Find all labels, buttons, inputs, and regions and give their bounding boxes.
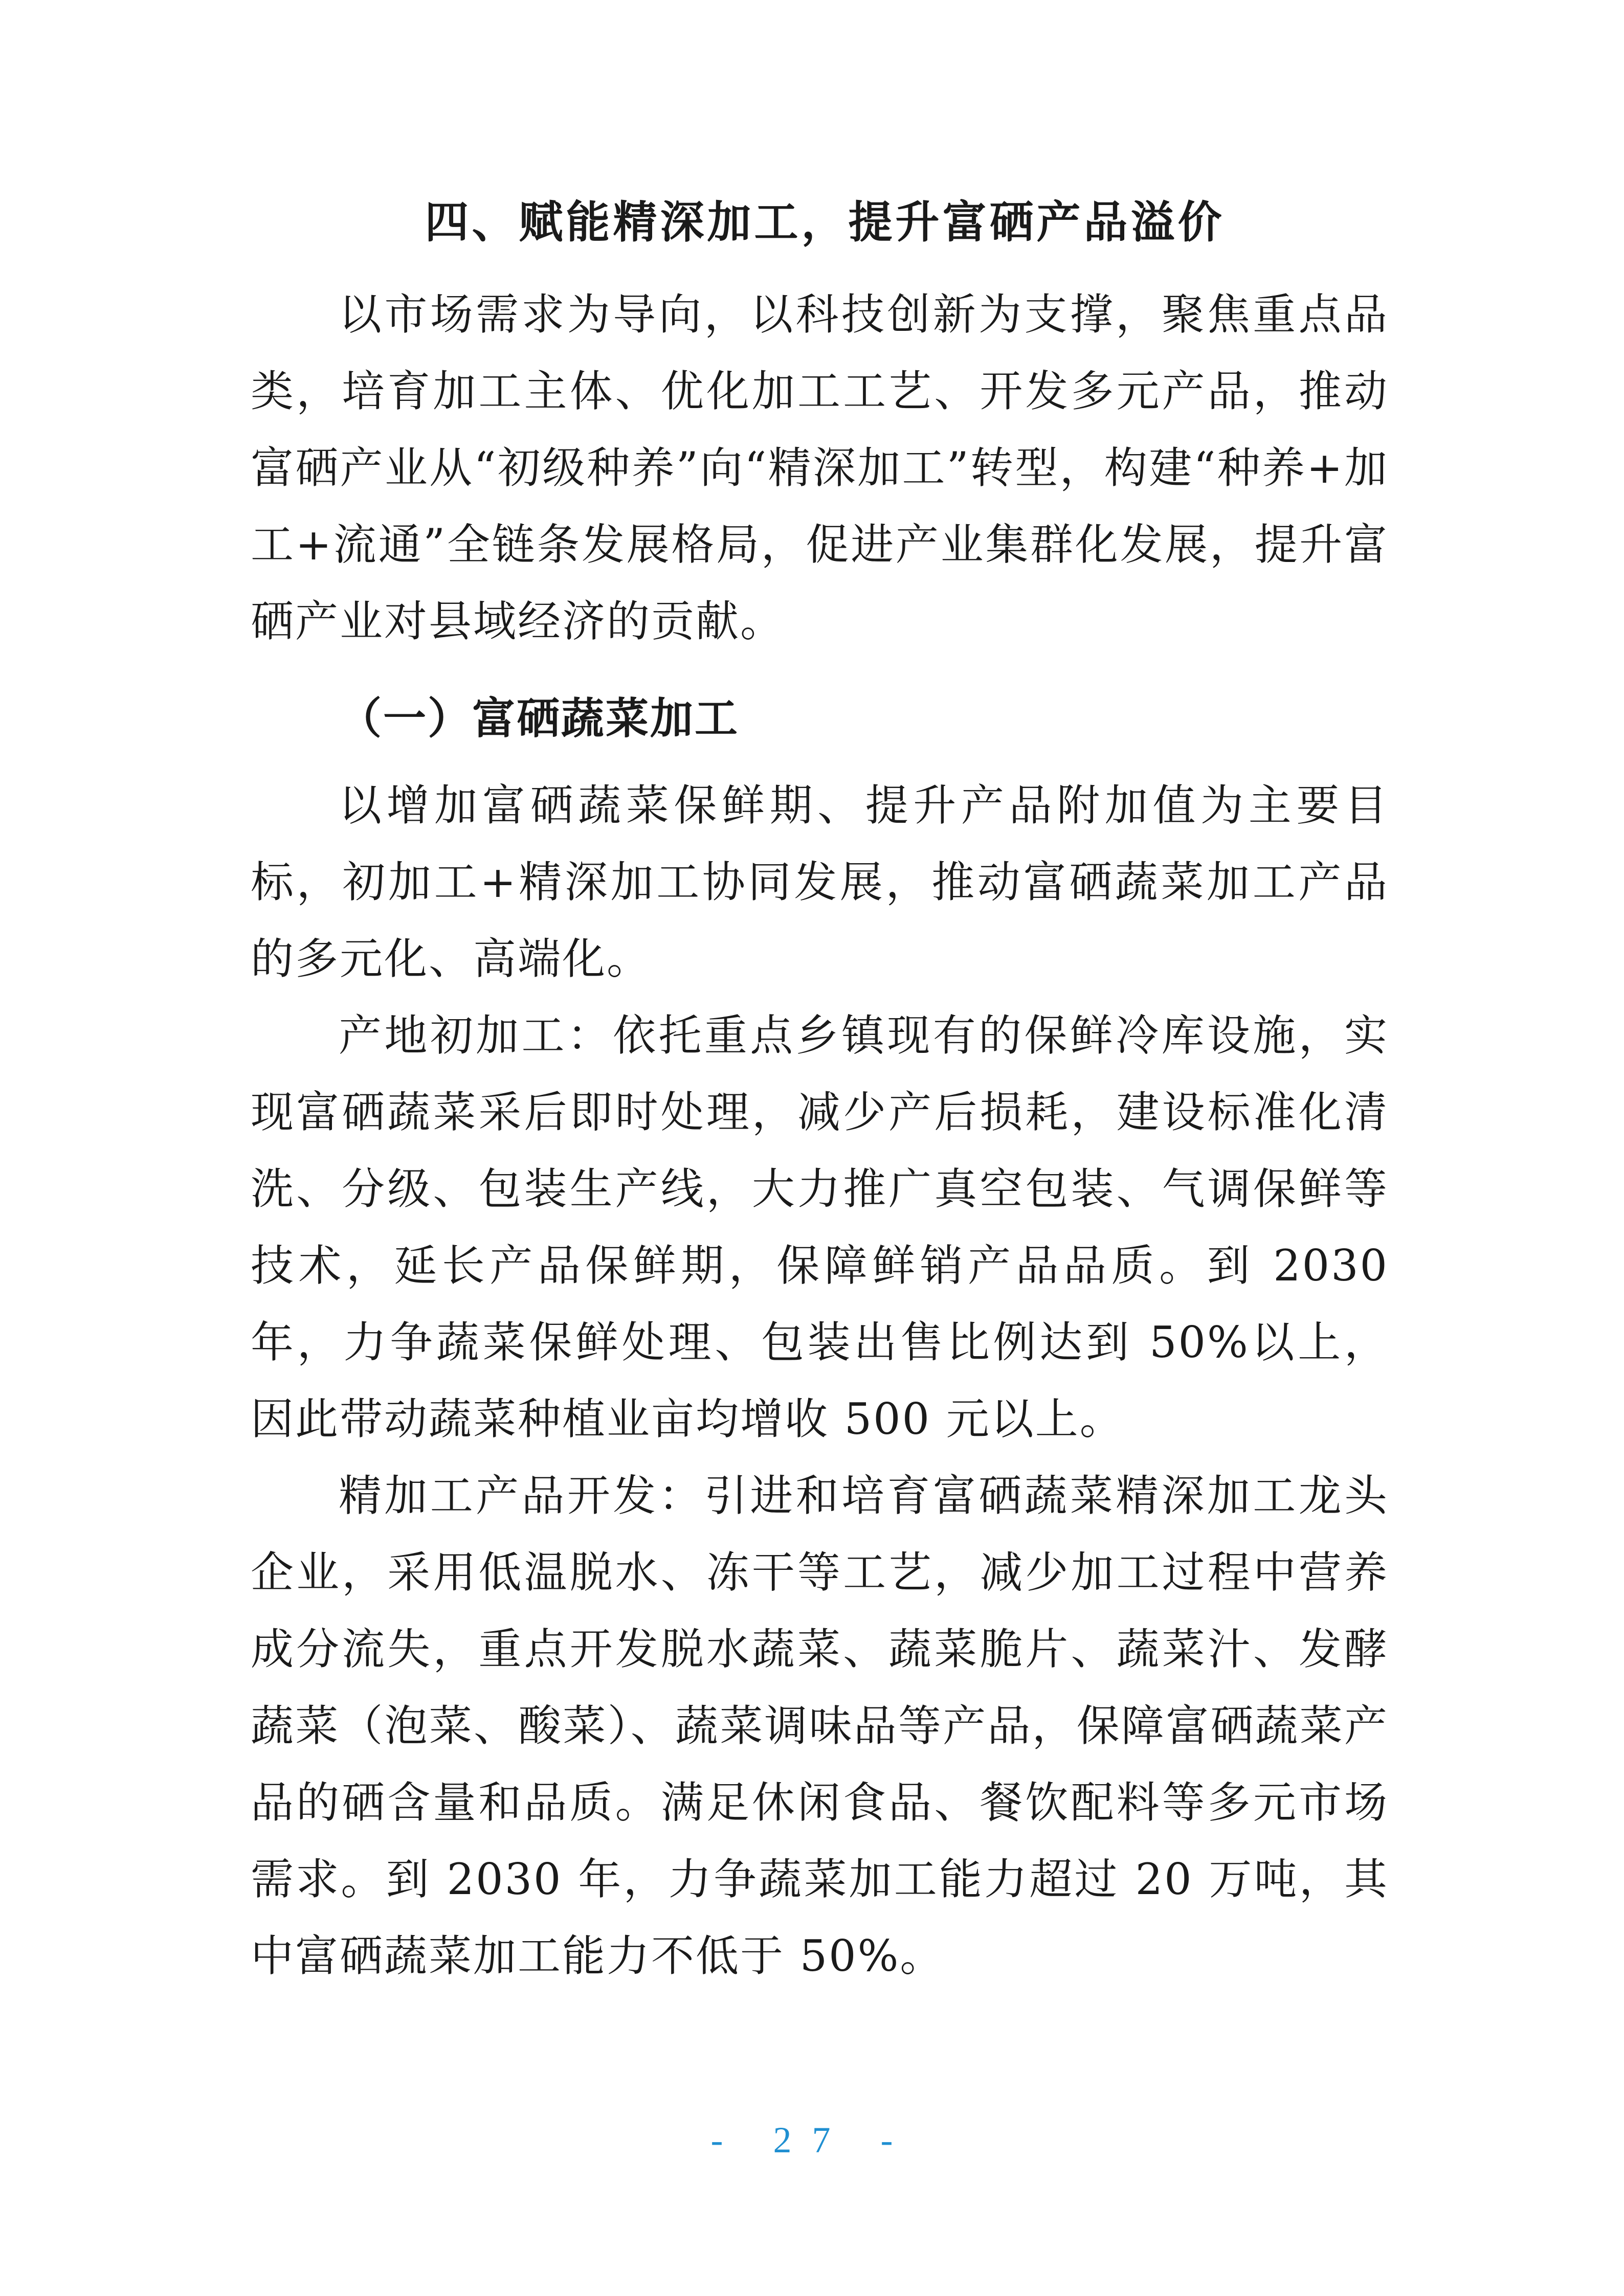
page-number: - 27 - (710, 2120, 914, 2160)
document-page (251, 184, 1389, 1994)
section-heading: 四、赋能精深加工，提升富硒产品溢价 (425, 197, 1225, 248)
intro-paragraph: 以市场需求为导向，以科技创新为支撑，聚焦重点品类，培育加工主体、优化加工工艺、开发多元产品，推动富硒产业从“初级种养”向“精深加工”转型，构建“种养+加工+流通”全链条发展格局，促进产业集群化发展，提升富硒产业对县域经济的贡献。 (251, 289, 1389, 646)
paragraph-initial-processing: 产地初加工：依托重点乡镇现有的保鲜冷库设施，实现富硒蔬菜采后即时处理，减少产后损耗，建设标准化清洗、分级、包装生产线，大力推广真空包装、气调保鲜等技术，延长产品保鲜期，保障鲜销产品品质。到 2030 年，力争蔬菜保鲜处理、包装出售比例达到 50%以上，因此带动蔬菜种植业亩均增收 500 元以上。 (251, 1010, 1389, 1444)
paragraph-goal: 以增加富硒蔬菜保鲜期、提升产品附加值为主要目标，初加工+精深加工协同发展，推动富硒蔬菜加工产品的多元化、高端化。 (251, 780, 1389, 984)
subsection-heading: （一）富硒蔬菜加工 (339, 693, 740, 744)
paragraph-deep-processing: 精加工产品开发：引进和培育富硒蔬菜精深加工龙头企业，采用低温脱水、冻干等工艺，减少加工过程中营养成分流失，重点开发脱水蔬菜、蔬菜脆片、蔬菜汁、发酵蔬菜（泡菜、酸菜）、蔬菜调味品等产品，保障富硒蔬菜产品的硒含量和品质。满足休闲食品、餐饮配料等多元市场需求。到 2030 年，力争蔬菜加工能力超过 20 万吨，其中富硒蔬菜加工能力不低于 50%。 (251, 1471, 1389, 1981)
